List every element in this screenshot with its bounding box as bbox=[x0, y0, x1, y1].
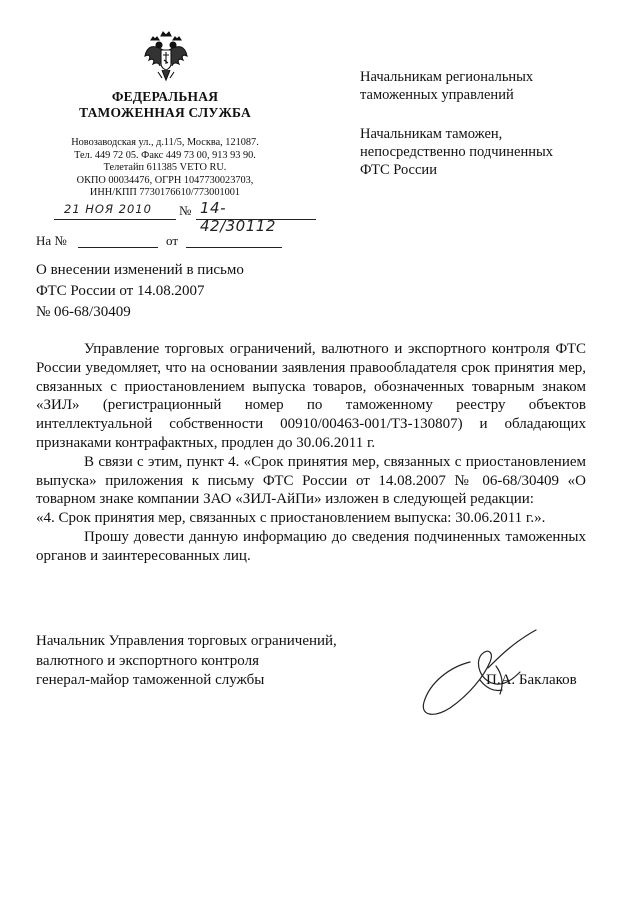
body-paragraph-4: Прошу довести данную информацию до сведения подчиненных таможенных органов и заинтересованных лиц. bbox=[36, 528, 586, 564]
addressee-line: ФТС России bbox=[360, 162, 437, 178]
body-paragraph-1: Управление торговых ограничений, валютного и экспортного контроля ФТС России уведомляет, что на основании заявления правообладателя срок принятия мер, связанных с приостановлением выпуска товаров, обозначенных товарным знаком «ЗИЛ» (регистрационный номер по таможенному реестру объектов интеллектуальной собственности 00910/00463-001/ТЗ-130807) и обладающих признаками контрафактных, продлен до 30.06.2011 г. bbox=[36, 341, 586, 451]
addressee-line: Начальникам региональных bbox=[360, 69, 534, 85]
incoming-reference bbox=[36, 233, 286, 253]
signatory-title-line: генерал-майор таможенной службы bbox=[36, 672, 265, 688]
signatory-title-line: Начальник Управления торговых ограничений, bbox=[36, 633, 337, 649]
body-paragraph-3: «4. Срок принятия мер, связанных с приостановлением выпуска: 30.06.2011 г.». bbox=[36, 510, 546, 527]
outgoing-registration bbox=[36, 199, 286, 235]
outgoing-date-line bbox=[54, 219, 176, 220]
org-address: Новозаводская ул., д.11/5, Москва, 121087. bbox=[71, 137, 259, 148]
outgoing-number-label: № bbox=[179, 203, 192, 218]
org-teletype: Телетайп 611385 VETO RU. bbox=[103, 162, 227, 174]
addressee-line: непосредственно подчиненных bbox=[360, 144, 553, 160]
subject-line: ФТС России от 14.08.2007 bbox=[36, 283, 205, 299]
incoming-date-line bbox=[186, 247, 282, 248]
coat-of-arms-icon bbox=[143, 30, 189, 84]
subject-line: № 06-68/30409 bbox=[36, 304, 131, 320]
signatory-title bbox=[36, 632, 416, 691]
incoming-number-line bbox=[78, 247, 158, 248]
addressee-line: таможенных управлений bbox=[360, 87, 514, 103]
org-name-line1: ФЕДЕРАЛЬНАЯ bbox=[111, 89, 219, 104]
body-paragraph-2: В связи с этим, пункт 4. «Срок принятия мер, связанных с приостановлением выпуска» приложения к письму ФТС России от 14.08.2007 № 06-68/30409 «О товарном знаке компании ЗАО «ЗИЛ-АйПи» изложен в следующей редакции: bbox=[36, 453, 586, 508]
outgoing-number-line bbox=[196, 219, 316, 220]
outgoing-date-stamp: 21 НОЯ 2010 bbox=[64, 202, 152, 216]
org-phones: Тел. 449 72 05. Факс 449 73 00, 913 93 90. bbox=[74, 149, 256, 161]
org-okpo: ОКПО 00034476, ОГРН 1047730023703, bbox=[76, 174, 254, 186]
incoming-number-label: На № bbox=[36, 233, 67, 248]
organization-name bbox=[60, 89, 270, 121]
org-inn: ИНН/КПП 7730176610/773001001 bbox=[89, 187, 241, 199]
letter-subject bbox=[36, 260, 316, 323]
addressee-customs bbox=[360, 125, 620, 179]
outgoing-number: 14-42/30112 bbox=[200, 199, 276, 235]
subject-line: О внесении изменений в письмо bbox=[36, 262, 244, 278]
addressee-regional bbox=[360, 68, 620, 104]
signatory-title-line: валютного и экспортного контроля bbox=[36, 652, 259, 669]
incoming-from-label: от bbox=[166, 233, 179, 248]
signatory-name: П.А. Баклаков bbox=[486, 672, 577, 688]
organization-details bbox=[48, 137, 282, 200]
addressee-line: Начальникам таможен, bbox=[360, 126, 503, 142]
org-name-line2: ТАМОЖЕННАЯ СЛУЖБА bbox=[79, 105, 251, 120]
letter-body bbox=[36, 340, 586, 566]
